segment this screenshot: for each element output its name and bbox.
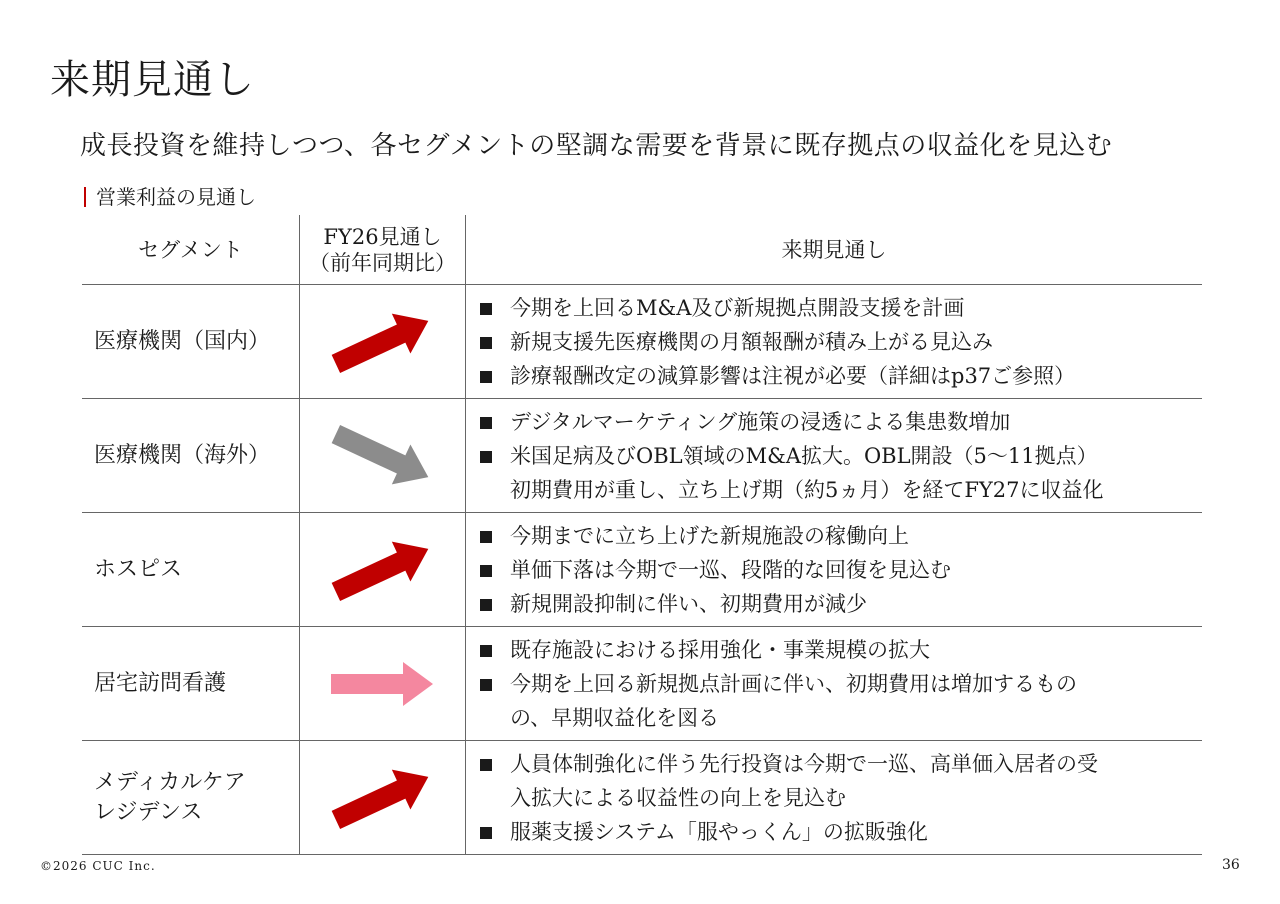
segment-cell xyxy=(82,513,300,627)
outlook-point-line: 診療報酬改定の減算影響は注視が必要（詳細はp37ご参照） xyxy=(510,363,1076,388)
list-item xyxy=(480,291,1202,325)
section-label-text: 営業利益の見通し xyxy=(96,185,256,209)
list-item xyxy=(480,325,1202,359)
outlook-point-line: 今期を上回る新規拠点計画に伴い、初期費用は増加するもの xyxy=(510,671,1077,696)
trend-arrow-icon-up xyxy=(323,297,443,387)
segment-name xyxy=(82,555,299,585)
table-row xyxy=(82,399,1202,513)
list-item xyxy=(480,519,1202,553)
outlook-point-line: 新規支援先医療機関の月額報酬が積み上がる見込み xyxy=(510,329,993,354)
segment-name xyxy=(82,768,299,828)
table-row xyxy=(82,285,1202,399)
header-next-term: 来期見通し xyxy=(466,215,1203,285)
bullet-square-icon xyxy=(480,599,492,611)
trend-arrow-icon-up xyxy=(323,753,443,843)
outlook-point-line: 米国足病及びOBL領域のM&A拡大。OBL開設（5～11拠点） xyxy=(510,443,1098,468)
outlook-points xyxy=(466,747,1202,849)
bullet-square-icon xyxy=(480,417,492,429)
list-item xyxy=(480,815,1202,849)
page-title: 来期見通し xyxy=(50,57,255,103)
outlook-point-line: 服薬支援システム「服やっくん」の拡販強化 xyxy=(510,819,928,844)
header-fy26-line1: FY26見通し xyxy=(323,224,442,249)
header-fy26-line2: （前年同期比） xyxy=(309,250,456,275)
outlook-point-line: の、早期収益化を図る xyxy=(510,705,720,730)
trend-cell xyxy=(300,513,466,627)
segment-cell xyxy=(82,285,300,399)
section-label xyxy=(84,184,256,210)
outlook-cell xyxy=(466,627,1203,741)
segment-cell xyxy=(82,627,300,741)
list-item xyxy=(480,359,1202,393)
header-segment: セグメント xyxy=(82,215,300,285)
trend-cell xyxy=(300,741,466,855)
segment-name-line: レジデンス xyxy=(94,799,203,825)
page-subtitle: 成長投資を維持しつつ、各セグメントの堅調な需要を背景に既存拠点の収益化を見込む xyxy=(80,131,1113,161)
trend-arrow-shape xyxy=(326,528,437,611)
segment-name-line: 医療機関（国内） xyxy=(94,328,271,354)
outlook-point-line: 人員体制強化に伴う先行投資は今期で一巡、高単価入居者の受 xyxy=(510,751,1098,776)
section-accent-bar xyxy=(84,187,86,207)
segment-name xyxy=(82,669,299,699)
outlook-point-line: 入拡大による収益性の向上を見込む xyxy=(510,785,846,810)
outlook-point-line: 新規開設抑制に伴い、初期費用が減少 xyxy=(510,591,867,616)
table-header-row xyxy=(82,215,1202,285)
list-item xyxy=(480,439,1202,507)
table-row xyxy=(82,513,1202,627)
header-fy26-outlook xyxy=(300,215,466,285)
outlook-cell xyxy=(466,285,1203,399)
segment-name-line: ホスピス xyxy=(94,556,183,582)
trend-arrow-icon-flat xyxy=(323,639,443,729)
copyright: ©2026 CUC Inc. xyxy=(40,859,156,873)
trend-arrow-icon-up xyxy=(323,525,443,615)
page-number: 36 xyxy=(1222,857,1240,873)
segment-cell xyxy=(82,741,300,855)
bullet-square-icon xyxy=(480,645,492,657)
list-item xyxy=(480,587,1202,621)
table-row xyxy=(82,627,1202,741)
outlook-point-line: 既存施設における採用強化・事業規模の拡大 xyxy=(510,637,930,662)
trend-arrow-shape xyxy=(326,756,437,839)
list-item xyxy=(480,405,1202,439)
list-item xyxy=(480,747,1202,815)
segment-name xyxy=(82,327,299,357)
bullet-square-icon xyxy=(480,531,492,543)
outlook-cell xyxy=(466,741,1203,855)
segment-cell xyxy=(82,399,300,513)
outlook-points xyxy=(466,633,1202,735)
trend-arrow-shape xyxy=(326,414,437,497)
outlook-points xyxy=(466,405,1202,507)
outlook-points xyxy=(466,291,1202,393)
outlook-point-line: 単価下落は今期で一巡、段階的な回復を見込む xyxy=(510,557,951,582)
outlook-cell xyxy=(466,399,1203,513)
bullet-square-icon xyxy=(480,303,492,315)
bullet-square-icon xyxy=(480,565,492,577)
segment-name-line: 医療機関（海外） xyxy=(94,442,271,468)
segment-name-line: メディカルケア xyxy=(94,769,246,795)
trend-cell xyxy=(300,285,466,399)
trend-arrow-shape xyxy=(326,300,437,383)
bullet-square-icon xyxy=(480,451,492,463)
outlook-point-line: 今期までに立ち上げた新規施設の稼働向上 xyxy=(510,523,909,548)
outlook-point-line: 初期費用が重し、立ち上げ期（約5ヵ月）を経てFY27に収益化 xyxy=(510,477,1104,502)
outlook-points xyxy=(466,519,1202,621)
outlook-table xyxy=(82,215,1202,855)
trend-cell xyxy=(300,627,466,741)
bullet-square-icon xyxy=(480,759,492,771)
outlook-cell xyxy=(466,513,1203,627)
segment-name-line: 居宅訪問看護 xyxy=(94,670,227,696)
bullet-square-icon xyxy=(480,827,492,839)
list-item xyxy=(480,633,1202,667)
segment-name xyxy=(82,441,299,471)
outlook-point-line: 今期を上回るM&A及び新規拠点開設支援を計画 xyxy=(510,295,965,320)
trend-arrow-shape xyxy=(331,662,433,706)
table-row xyxy=(82,741,1202,855)
bullet-square-icon xyxy=(480,679,492,691)
list-item xyxy=(480,553,1202,587)
bullet-square-icon xyxy=(480,337,492,349)
outlook-point-line: デジタルマーケティング施策の浸透による集患数増加 xyxy=(510,409,1011,434)
bullet-square-icon xyxy=(480,371,492,383)
list-item xyxy=(480,667,1202,735)
trend-arrow-icon-down xyxy=(323,411,443,501)
trend-cell xyxy=(300,399,466,513)
